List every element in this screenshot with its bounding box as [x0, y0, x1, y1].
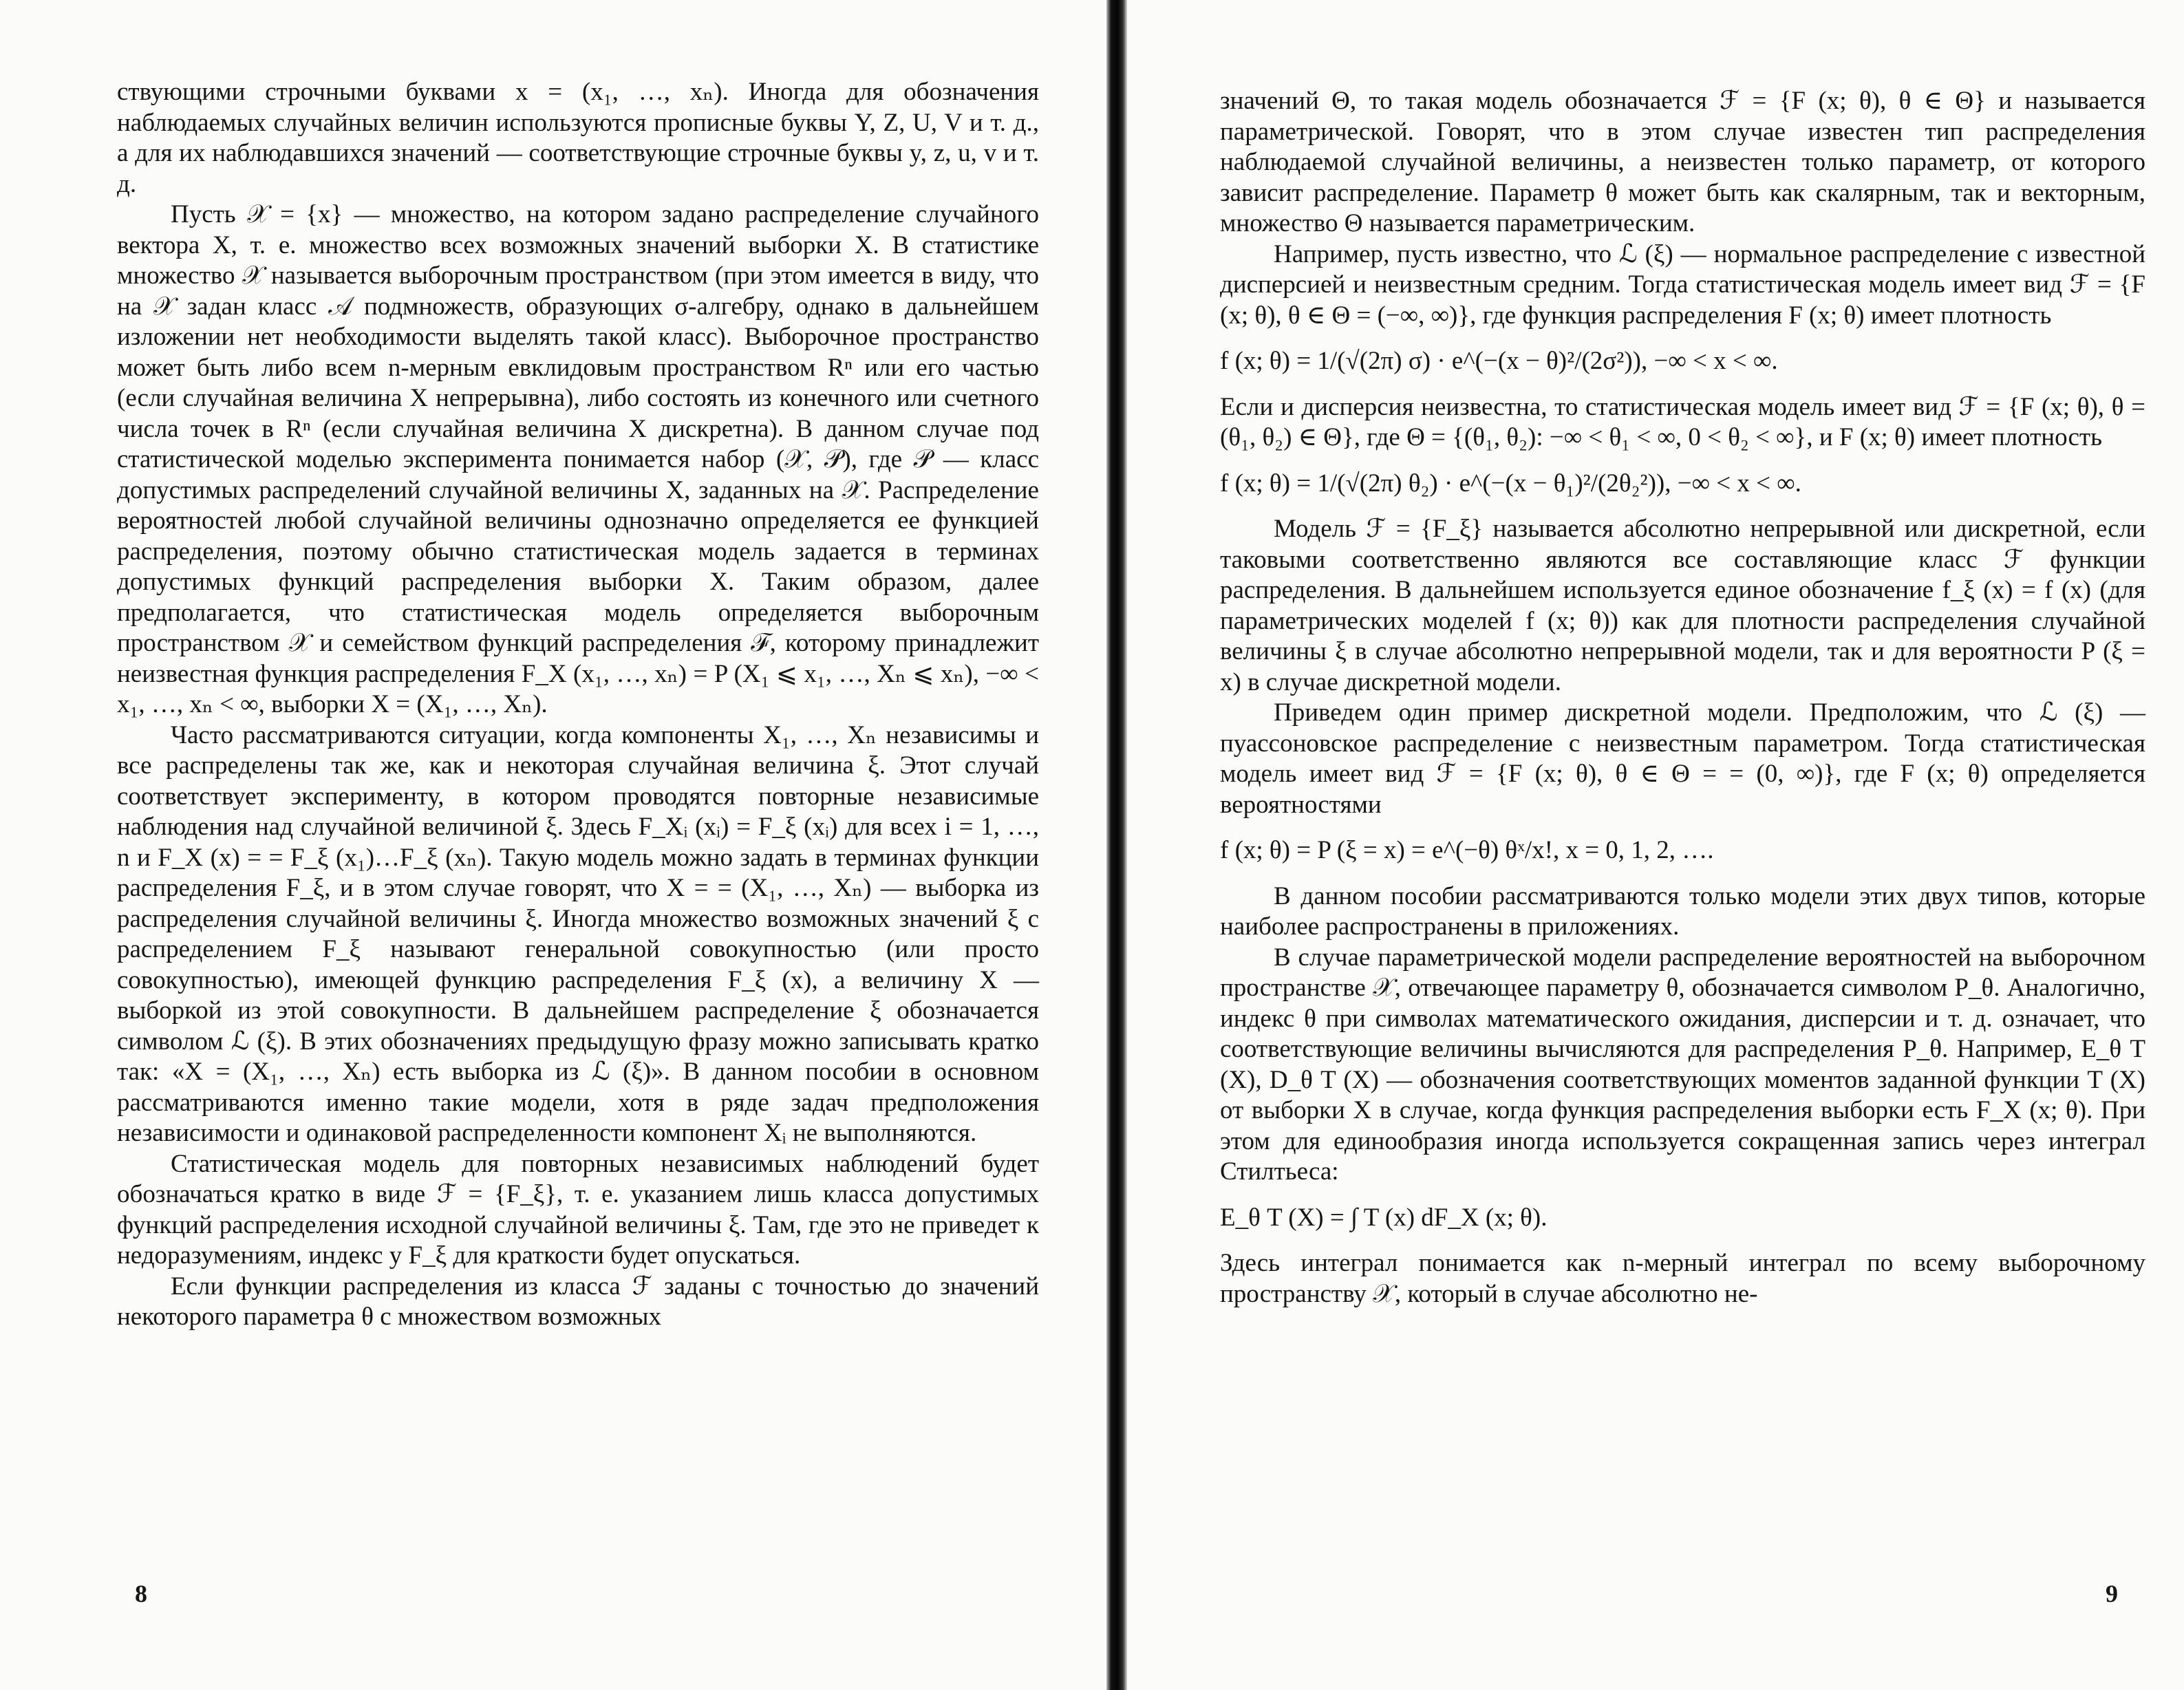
paragraph: Если и дисперсия неизвестна, то статистическая модель имеет вид ℱ = {F (x; θ), θ = (θ₁, θ₂) ∈ Θ}, где Θ = {(θ₁, θ₂): −∞ < θ₁ < ∞, 0 < θ₂ < ∞}, и F (x; θ) имеет плотность — [1220, 392, 2145, 451]
paragraph: Пусть 𝒳 = {x} — множество, на котором задано распределение случайного вектора X, т. е. множество всех возможных значений выборки X. В статистике множество 𝒳 называется выборочным пространством (при этом имеется в виду, что на 𝒳 задан класс 𝒜 подмножеств, образующих σ-алгебру, однако в дальнейшем изложении нет необходимости выделять такой класс). Выборочное пространство может быть либо всем n-мерным евклидовым пространством Rⁿ или его частью (если случайная величина X непрерывна), либо состоять из конечного или счетного числа точек в Rⁿ (если случайная величина X дискретна). В данном случае под статистической моделью эксперимента понимается набор (𝒳, 𝒫), где 𝒫 — класс допустимых распределений случайной величины X, заданных на 𝒳. Распределение вероятностей любой случайной величины однозначно определяется ее функцией распределения, поэтому обычно статистическая модель задается в терминах допустимых функций распределения выборки X. Таким образом, далее предполагается, что статистическая модель определяется выборочным пространством 𝒳 и семейством функций распределения ℱ, которому принадлежит неизвестная функция распределения F_X (x₁, …, xₙ) = P (X₁ ⩽ x₁, …, Xₙ ⩽ xₙ), −∞ < x₁, …, xₙ < ∞, выборки X = (X₁, …, Xₙ). — [117, 200, 1039, 718]
right-page — [1127, 0, 2184, 1690]
formula-stieltjes-integral: E_θ T (X) = ∫ T (x) dF_X (x; θ). — [1220, 1203, 1548, 1232]
book-spine — [1106, 0, 1127, 1690]
formula-normal-density-two-params: f (x; θ) = 1/(√(2π) θ₂) · e^(−(x − θ₁)²/(2θ₂²)), −∞ < x < ∞. — [1220, 469, 1801, 498]
right-page-text — [1220, 86, 2145, 1309]
paragraph: Модель ℱ = {F_ξ} называется абсолютно непрерывной или дискретной, если таковыми соответственно являются все составляющие класс ℱ функции распределения. В дальнейшем используется единое обозначение f_ξ (x) = f (x) (для параметрических моделей f (x; θ)) как для плотности распределения случайной величины ξ в случае абсолютно непрерывной модели, так и для вероятности P (ξ = x) в случае дискретной модели. — [1220, 515, 2145, 696]
paragraph: В случае параметрической модели распределение вероятностей на выборочном пространстве 𝒳, отвечающее параметру θ, обозначается символом P_θ. Аналогично, индекс θ при символах математического ожидания, дисперсии и т. д. означает, что соответствующие величины вычисляются для распределения P_θ. Например, E_θ T (X), D_θ T (X) — обозначения соответствующих моментов заданной функции T (X) от выборки X в случае, когда функция распределения выборки есть F_X (x; θ). При этом для единообразия иногда используется сокращенная запись через интеграл Стилтьеса: — [1220, 943, 2145, 1186]
page-number: 9 — [2106, 1580, 2118, 1607]
paragraph: В данном пособии рассматриваются только модели этих двух типов, которые наиболее распространены в приложениях. — [1220, 881, 2145, 941]
paragraph: Приведем один пример дискретной модели. Предположим, что ℒ (ξ) — пуассоновское распределение с неизвестным параметром. Тогда статистическая модель имеет вид ℱ = {F (x; θ), θ ∈ Θ = = (0, ∞)}, где F (x; θ) определяется вероятностями — [1220, 698, 2145, 819]
page-number: 8 — [135, 1580, 147, 1607]
paragraph: Статистическая модель для повторных независимых наблюдений будет обозначаться кратко в виде ℱ = {F_ξ}, т. е. указанием лишь класса допустимых функций распределения исходной случайной величины ξ. Там, где это не приведет к недоразумениям, индекс у F_ξ для краткости будет опускаться. — [117, 1149, 1039, 1270]
left-page-text — [117, 77, 1039, 1333]
paragraph: ствующими строчными буквами x = (x₁, …, xₙ). Иногда для обозначения наблюдаемых случайных величин используются прописные буквы Y, Z, U, V и т. д., а для их наблюдавшихся значений — соответствующие строчные буквы y, z, u, v и т. д. — [117, 78, 1039, 198]
paragraph: Часто рассматриваются ситуации, когда компоненты X₁, …, Xₙ независимы и все распределены так же, как и некоторая случайная величина ξ. Этот случай соответствует эксперименту, в котором проводятся повторные независимые наблюдения над случайной величиной ξ. Здесь F_Xᵢ (xᵢ) = F_ξ (xᵢ) для всех i = 1, …, n и F_X (x) = = F_ξ (x₁)…F_ξ (xₙ). Такую модель можно задать в терминах функции распределения F_ξ, и в этом случае говорят, что X = = (X₁, …, Xₙ) — выборка из распределения случайной величины ξ. Иногда множество возможных значений ξ с распределением F_ξ называют генеральной совокупностью (или просто совокупностью), имеющей функцию распределения F_ξ (x), а величину X — выборкой из этой совокупности. В дальнейшем распределение ξ обозначается символом ℒ (ξ). В этих обозначениях предыдущую фразу можно записывать кратко так: «X = (X₁, …, Xₙ) есть выборка из ℒ (ξ)». В данном пособии в основном рассматриваются именно такие модели, хотя в ряде задач предположения независимости и одинаковой распределенности компонент Xᵢ не выполняются. — [117, 720, 1039, 1147]
paragraph: значений Θ, то такая модель обозначается ℱ = {F (x; θ), θ ∈ Θ} и называется параметрической. Говорят, что в этом случае известен тип распределения наблюдаемой случайной величины, а неизвестен только параметр, от которого зависит распределение. Параметр θ может быть как скалярным, так и векторным, множество Θ называется параметрическим. — [1220, 87, 2145, 237]
paragraph: Если функции распределения из класса ℱ заданы с точностью до значений некоторого параметра θ с множеством возможных — [117, 1272, 1039, 1331]
formula-normal-density: f (x; θ) = 1/(√(2π) σ) · e^(−(x − θ)²/(2σ²)), −∞ < x < ∞. — [1220, 347, 1778, 375]
paragraph: Например, пусть известно, что ℒ (ξ) — нормальное распределение с известной дисперсией и неизвестным средним. Тогда статистическая модель имеет вид ℱ = {F (x; θ), θ ∈ Θ = (−∞, ∞)}, где функция распределения F (x; θ) имеет плотность — [1220, 239, 2145, 330]
paragraph: Здесь интеграл понимается как n-мерный интеграл по всему выборочному пространству 𝒳, который в случае абсолютно не- — [1220, 1249, 2145, 1308]
formula-poisson: f (x; θ) = P (ξ = x) = e^(−θ) θˣ/x!, x = 0, 1, 2, …. — [1220, 836, 1714, 864]
